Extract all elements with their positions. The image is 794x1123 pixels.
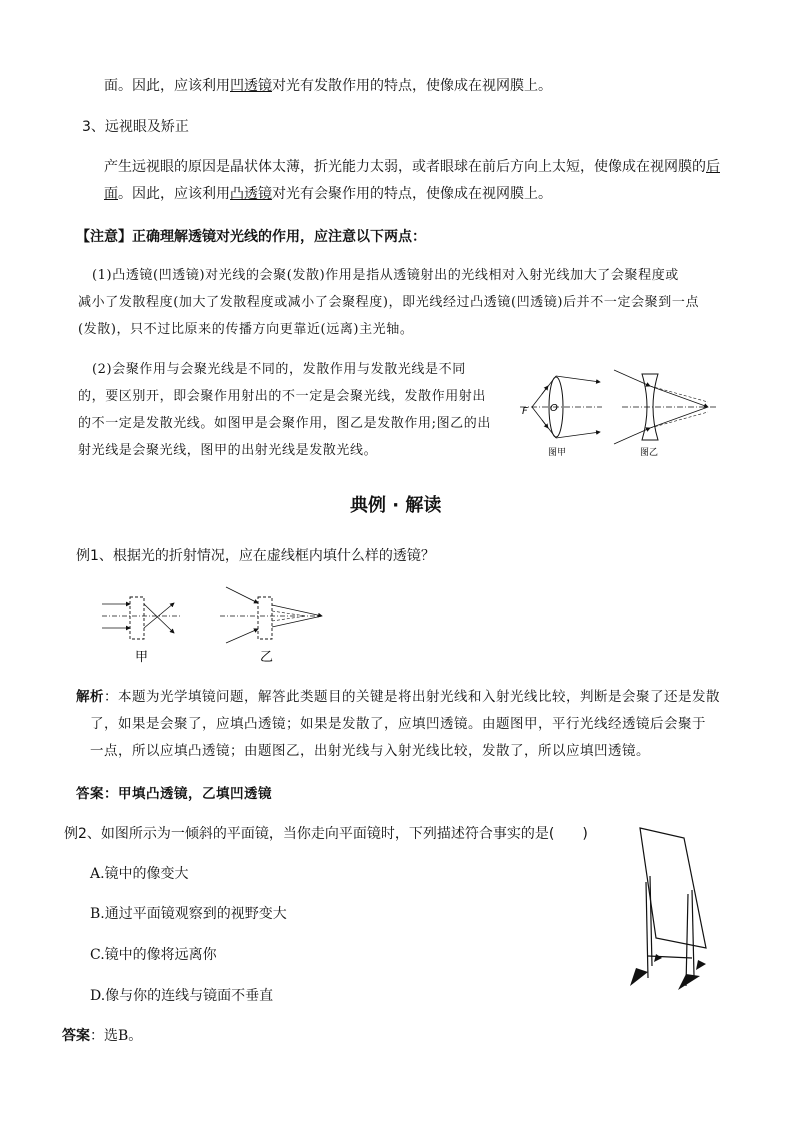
section3-text-3: 对光有会聚作用的特点，使像成在视网膜上。 xyxy=(272,186,552,202)
section3-text-2: 。因此，应该利用 xyxy=(118,186,230,202)
ray-b1-out xyxy=(650,386,708,407)
ray-a2-out xyxy=(556,432,600,438)
myopia-end-text-2: 对光有发散作用的特点，使像成在视网膜上。 xyxy=(272,78,552,94)
option-a: A.镜中的像变大 xyxy=(90,866,189,882)
stand-left-front xyxy=(646,882,648,978)
note-p2-line-1: (2)会聚作用与会聚光线是不同的，发散作用与发散光线是不同 xyxy=(92,362,466,377)
stand-right-front xyxy=(686,894,688,986)
example1-caption-b: 乙 xyxy=(260,650,274,665)
answer-label: 答案 xyxy=(62,1028,90,1044)
section3-rear-term: 后 xyxy=(706,159,720,175)
concave-lens-term: 凹透镜 xyxy=(230,78,272,94)
dashed-box-b xyxy=(258,597,272,639)
example2-answer xyxy=(62,1026,142,1046)
ray-b2-in xyxy=(614,428,650,444)
dashed-box-a xyxy=(130,597,144,639)
stand-crossbar xyxy=(648,956,692,958)
note-p1-line-1: (1)凸透镜(凹透镜)对光线的会聚(发散)作用是指从透镜射出的光线相对入射光线加大了会聚程度或 xyxy=(92,268,679,283)
stand-right-back xyxy=(692,890,694,976)
example1-figure xyxy=(98,583,338,665)
example1-answer: 答案：甲填凸透镜，乙填凹透镜 xyxy=(76,786,272,802)
note-p2-line-3: 的不一定是发散光线。如图甲是会聚作用，图乙是发散作用;图乙的出 xyxy=(78,416,491,431)
myopia-end-text-1: 面。因此，应该利用 xyxy=(104,78,230,94)
section-title: 典例 · 解读 xyxy=(350,495,442,516)
example1-analysis-line-3: 一点，所以应填凸透镜；由题图乙，出射光线与入射光线比较，发散了，所以应填凹透镜。 xyxy=(90,743,650,759)
note-title: 【注意】正确理解透镜对光线的作用，应注意以下两点： xyxy=(76,229,426,245)
section3-line-1 xyxy=(104,157,720,177)
example1-question: 例1、根据光的折射情况，应在虚线框内填什么样的透镜？ xyxy=(76,548,435,564)
lens-effect-figure xyxy=(512,352,722,460)
section3-line-2 xyxy=(104,184,552,204)
note-p2-line-2: 的，要区别开，即会聚作用射出的不一定是会聚光线，发散作用射出 xyxy=(78,389,487,404)
option-b: B.通过平面镜观察到的视野变大 xyxy=(90,906,287,922)
analysis-label: 解析 xyxy=(76,689,104,705)
option-d: D.像与你的连线与镜面不垂直 xyxy=(90,988,274,1004)
option-c: C.镜中的像将远离你 xyxy=(90,947,217,963)
ray-a1-out xyxy=(556,376,600,382)
ray-b2-out xyxy=(650,407,708,428)
answer-text: ：选B。 xyxy=(90,1028,143,1044)
foot-left xyxy=(630,968,648,986)
myopia-end-line xyxy=(104,76,552,96)
section3-surface-term: 面 xyxy=(104,186,118,202)
ray-b1-in xyxy=(614,370,650,386)
note-p2-line-4: 射光线是会聚光线，图甲的出射光线是发散光线。 xyxy=(78,443,378,458)
stand-left-back xyxy=(650,876,652,966)
note-p1-line-3: (发散)，只不过比原来的传播方向更靠近(远离)主光轴。 xyxy=(78,322,414,337)
note-p1-line-2: 减小了发散程度(加大了发散程度或减小了会聚程度)，即光线经过凸透镜(凹透镜)后并不一定会聚到一点 xyxy=(78,295,700,310)
focus-label-f: F xyxy=(522,406,528,417)
analysis-text-1: ：本题为光学填镜问题，解答此类题目的关键是将出射光线和入射光线比较，判断是会聚了还是发散 xyxy=(104,689,720,705)
example1-analysis-line-1 xyxy=(76,687,720,707)
example1-analysis-line-2: 了，如果是会聚了，应填凸透镜；如果是发散了，应填凹透镜。由题图甲，平行光线经透镜后会聚于 xyxy=(90,716,706,732)
example2-question: 例2、如图所示为一倾斜的平面镜，当你走向平面镜时，下列描述符合事实的是( ) xyxy=(64,826,588,842)
section3-text-1: 产生远视眼的原因是晶状体太薄，折光能力太弱，或者眼球在前后方向上太短，使像成在视网膜的 xyxy=(104,159,706,175)
foot-right xyxy=(678,974,700,990)
tilted-mirror-figure xyxy=(626,826,716,996)
caption-figure-b: 图乙 xyxy=(640,448,659,458)
caption-figure-a: 图甲 xyxy=(548,448,567,458)
section3-heading: 3、远视眼及矫正 xyxy=(82,119,189,135)
convex-lens-term: 凸透镜 xyxy=(230,186,272,202)
example1-caption-a: 甲 xyxy=(135,650,149,665)
optical-center-label: O xyxy=(550,403,558,414)
